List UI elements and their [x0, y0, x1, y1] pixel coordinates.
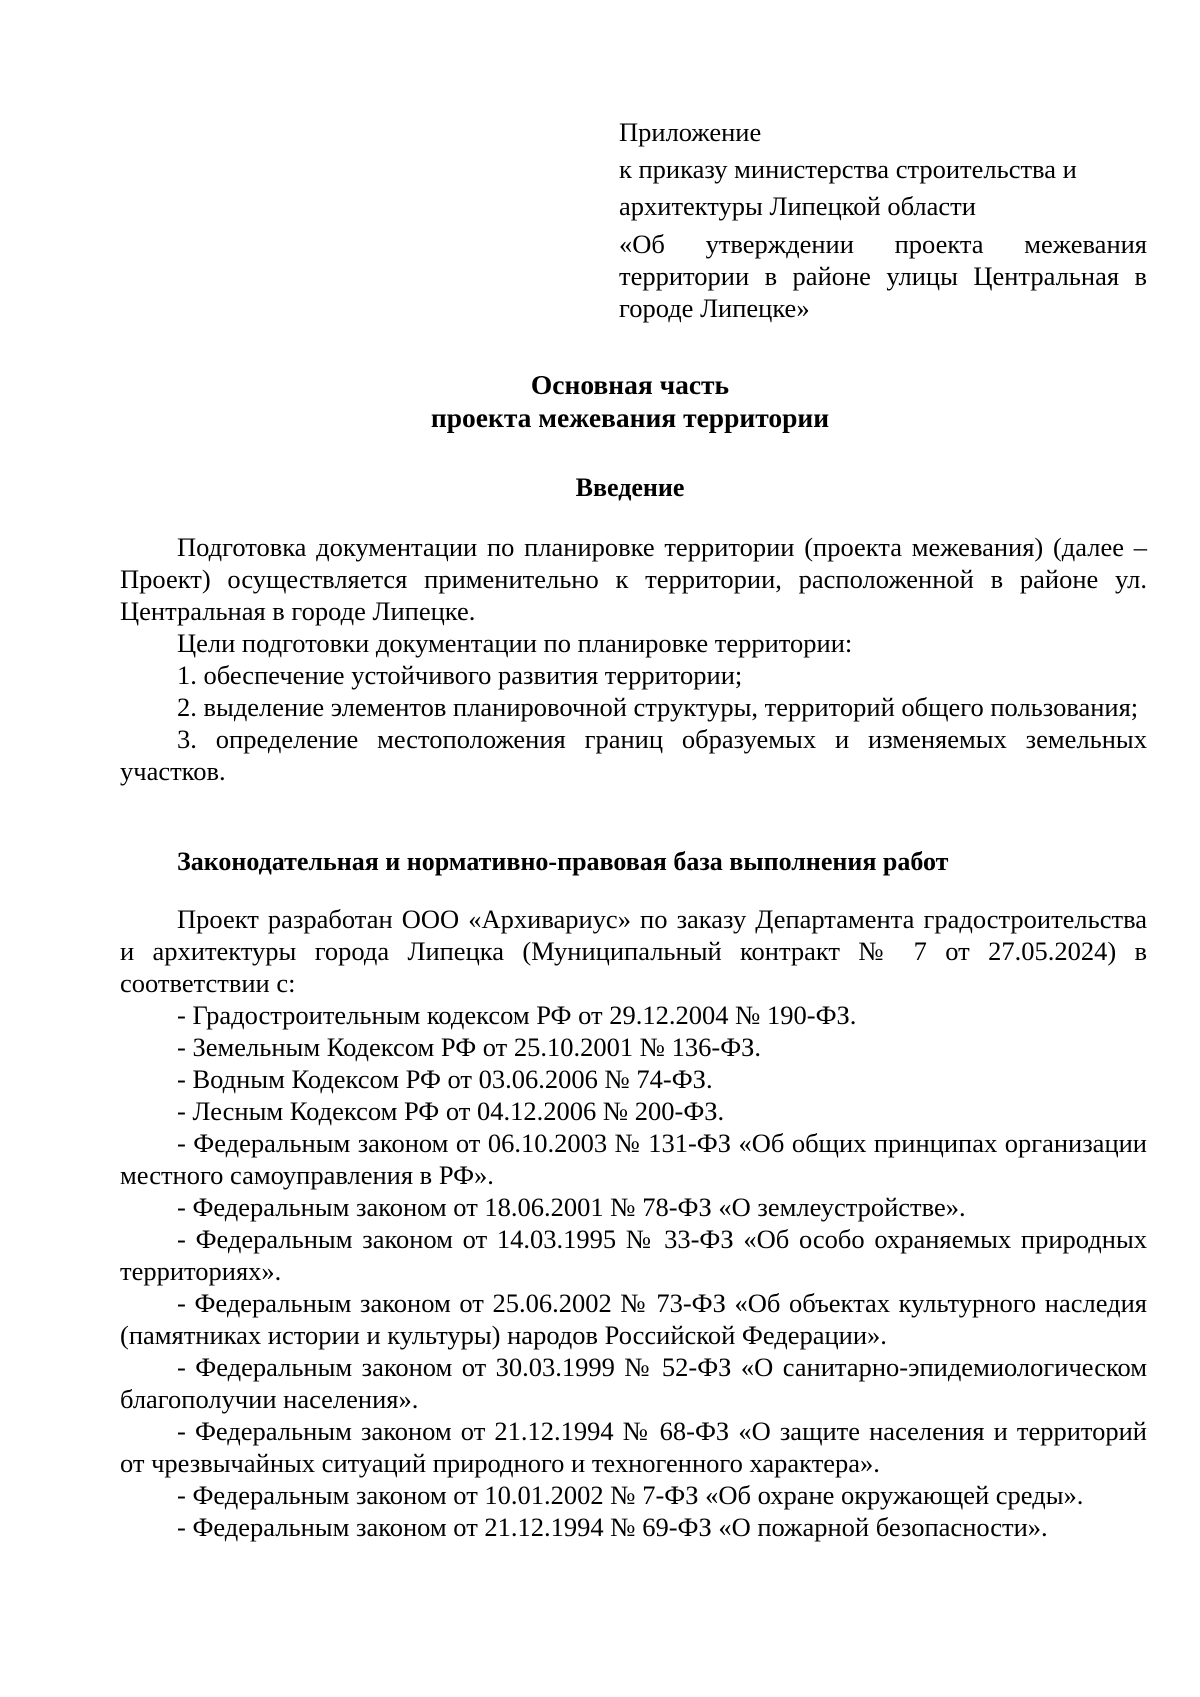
legal-list-item: - Федеральным законом от 21.12.1994 № 69-ФЗ «О пожарной безопасности». — [177, 1512, 1048, 1542]
intro-paragraph: Цели подготовки документации по планировке территории: — [177, 628, 853, 658]
document-title-line-2: проекта межевания территории — [430, 402, 830, 433]
legal-list-item: - Федеральным законом от 14.03.1995 № 33-ФЗ «Об особо охраняемых природных территориях». — [120, 1224, 1147, 1286]
legal-list-item: - Федеральным законом от 25.06.2002 № 73-ФЗ «Об объектах культурного наследия (памятниках истории и культуры) народов Российской Федерации». — [120, 1288, 1147, 1350]
appendix-ministry: архитектуры Липецкой области — [619, 191, 976, 221]
intro-section — [120, 531, 1147, 787]
intro-list-item: 3. определение местоположения границ образуемых и изменяемых земельных участков. — [120, 724, 1147, 786]
legal-list-item: - Федеральным законом от 18.06.2001 № 78-ФЗ «О землеустройстве». — [177, 1192, 966, 1222]
appendix-label: Приложение — [619, 117, 762, 147]
legal-list-item: - Водным Кодексом РФ от 03.06.2006 № 74-ФЗ. — [177, 1064, 713, 1094]
intro-list-item: 2. выделение элементов планировочной структуры, территорий общего пользования; — [177, 692, 1139, 722]
intro-heading: Введение — [575, 473, 685, 502]
legal-basis-heading: Законодательная и нормативно-правовая база выполнения работ — [177, 847, 949, 876]
intro-list-item: 1. обеспечение устойчивого развития территории; — [177, 660, 743, 690]
document-title — [0, 368, 1200, 434]
appendix-order-title: «Об утверждении проекта межевания территории в районе улицы Центральная в городе Липецке» — [619, 229, 1147, 323]
legal-list-item: - Федеральным законом от 10.01.2002 № 7-ФЗ «Об охране окружающей среды». — [177, 1480, 1084, 1510]
legal-list-item: - Градостроительным кодексом РФ от 29.12.2004 № 190-ФЗ. — [177, 1000, 857, 1030]
legal-list-item: - Лесным Кодексом РФ от 04.12.2006 № 200-ФЗ. — [177, 1096, 725, 1126]
document-title-line-1: Основная часть — [530, 369, 730, 400]
legal-list-item: - Земельным Кодексом РФ от 25.10.2001 № 136-ФЗ. — [177, 1032, 762, 1062]
legal-basis-section — [120, 903, 1147, 1543]
legal-intro-paragraph: Проект разработан ООО «Архивариус» по заказу Департамента градостроительства и архитектуры города Липецка (Муниципальный контракт № 7 от 27.05.2024) в соответствии с: — [120, 904, 1147, 998]
appendix-order-ref: к приказу министерства строительства и — [619, 154, 1077, 184]
legal-list-item: - Федеральным законом от 06.10.2003 № 131-ФЗ «Об общих принципах организации местного самоуправления в РФ». — [120, 1128, 1147, 1190]
legal-list-item: - Федеральным законом от 21.12.1994 № 68-ФЗ «О защите населения и территорий от чрезвычайных ситуаций природного и техногенного характера». — [120, 1416, 1147, 1478]
appendix-header — [619, 117, 1147, 324]
intro-paragraph: Подготовка документации по планировке территории (проекта межевания) (далее – Проект) осуществляется применительно к территории, расположенной в районе ул. Центральная в городе Липецке. — [120, 532, 1147, 626]
legal-list-item: - Федеральным законом от 30.03.1999 № 52-ФЗ «О санитарно-эпидемиологическом благополучии населения». — [120, 1352, 1147, 1414]
